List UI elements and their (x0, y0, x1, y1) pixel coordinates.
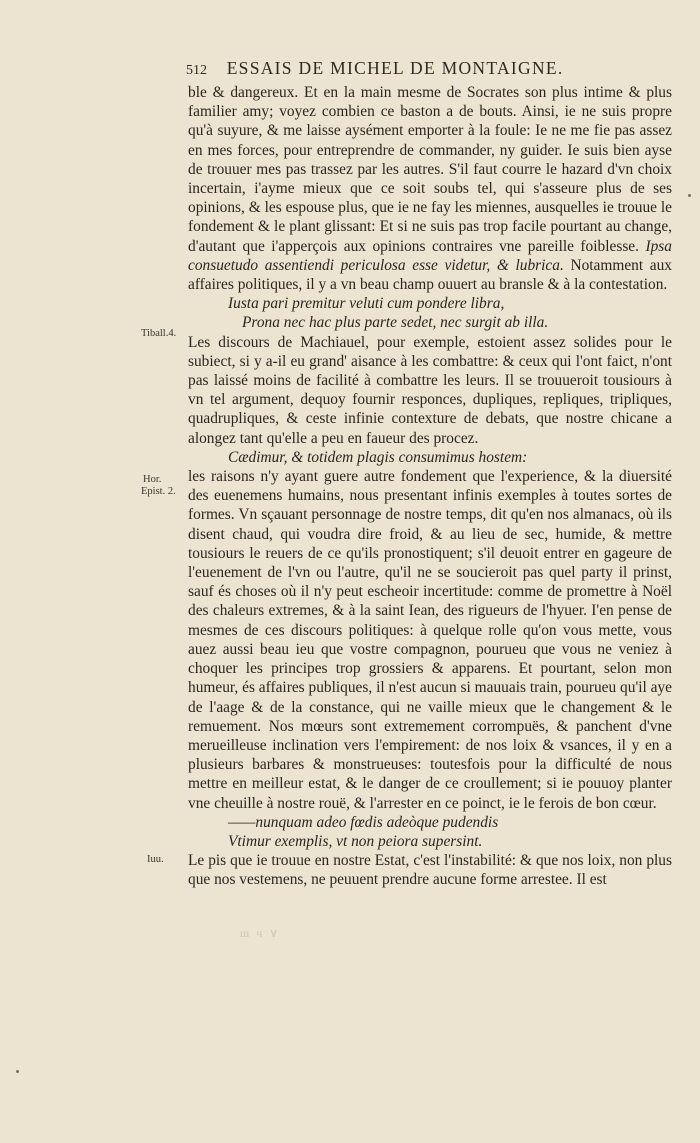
paragraph: Le pis que ie trouue en nostre Estat, c'est l'instabilité: & que nos loix, non plus que nos vestemens, ne peuuent prendre aucune forme arrestee. Il est (188, 852, 672, 889)
paragraph (188, 83, 672, 294)
margin-note-tibullus: Tiball.4. (141, 328, 177, 339)
verse-line: ——nunquam adeo fœdis adeòque pudendis (228, 813, 499, 831)
main-text (188, 83, 672, 890)
margin-note-juvenal: Iuu. (147, 854, 164, 865)
paragraph: Les discours de Machiauel, pour exemple, estoient assez solides pour le subiect, si y a-il eu grand' aisance à les combattre: & ceux qui l'ont faict, n'ont pas laissé moins de facilité à combattre les leurs. Il se trouueroit tousiours à vn tel argument, dequoy fournir responces, dupliques, repliques, tripliques, quadrupliques, & ceste infinie contexture de debats, que nostre chicane a alongez tant qu'elle a peu en faueur des procez. (188, 333, 672, 447)
paragraph: les raisons n'y ayant guere autre fondement que l'experience, & la diuersité des euenemens humains, nous presentant infinis exemples à toutes sortes de formes. Vn sçauant personnage de nostre temps, dit qu'en nos almanacs, où ils disent chaud, qui voudra dire froid, & au lieu de sec, humide, & mettre tousiours le reuers de ce qu'ils pronostiquent; s'il deuoit entrer en gageure de l'euenement de l'vn ou l'autre, qu'il ne se soucieroit pas quel party il prinst, sauf és choses où il n'y peut escheoir incertitude: comme de promettre à Noël des chaleurs extremes, & à la saint Iean, des rigueurs de l'hyuer. I'en pense de mesmes de ces discours politiques: à quelque rolle qu'on vous mette, vous auez aussi beau ieu que vostre compagnon, pourueu que vous ne veniez à choquer les principes trop grossiers & apparens. Et pourtant, selon mon humeur, és affaires publiques, il n'est aucun si mauuais train, pourueu qu'il aye de l'aage & de la constance, qui ne vaille mieux que le changement & le remuement. Nos mœurs sont extremement corrompuës, & panchent d'vne merueilleuse inclination vers l'empirement: de nos loix & vsances, il y en a plusieurs barbares & monstrueuses: toutesfois pour la difficulté de nous mettre en meilleur estat, & le danger de ce croullement; si ie pouuoy planter vne cheuille à nostre rouë, & l'arrester en ce poinct, ie le ferois de bon cœur. (188, 468, 672, 812)
latin-quotation: Ipsa consuetudo assentiendi periculosa esse videtur, & lubrica. (188, 237, 672, 274)
paragraph-text: ble & dangereux. Et en la main mesme de Socrates son plus intime & plus familier amy; voyez combien ce baston a de bouts. Ainsi, ie ne suis propre qu'à suyure, & me laisse aysément emporter à la foule: Ie ne me fie pas assez en mes forces, pour entreprendre de commander, ny guider. Ie suis bien ayse de trouuer mes pas trassez par les autres. S'il faut courre le hazard d'vn choix incertain, i'ayme mieux que ce soit soubs tel, qui s'asseure plus de ses opinions, & les espouse plus, que ie ne fay les miennes, ausquelles ie trouue le fondement & le plant glissant: Et si ne suis pas trop facile pourtant au change, d'autant que i'apperçois aux opinions contraires vne pareille foiblesse. (188, 84, 672, 255)
page-number: 512 (186, 63, 207, 78)
margin-note-horace: Hor. (143, 474, 162, 485)
verse-line: Vtimur exemplis, vt non peiora supersint. (228, 832, 483, 850)
paragraph-text: Notamment aux affaires politiques, il y a vn beau champ ouuert au bransle & à la contestation. (188, 256, 672, 294)
verse-line: Iusta pari premitur veluti cum pondere libra, (228, 295, 505, 313)
verse-line: Prona nec hac plus parte sedet, nec surgit ab illa. (242, 314, 549, 332)
paper-speck (16, 1070, 19, 1073)
paper-speck (688, 194, 691, 197)
running-title: ESSAIS DE MICHEL DE MONTAIGNE. (226, 58, 564, 78)
verse-line: Cædimur, & totidem plagis consumimus hostem: (228, 448, 528, 466)
margin-note-horace-epist: Epist. 2. (141, 486, 176, 497)
bleed-through-marks: ш ч ∨ (240, 926, 281, 940)
running-header (186, 58, 666, 79)
